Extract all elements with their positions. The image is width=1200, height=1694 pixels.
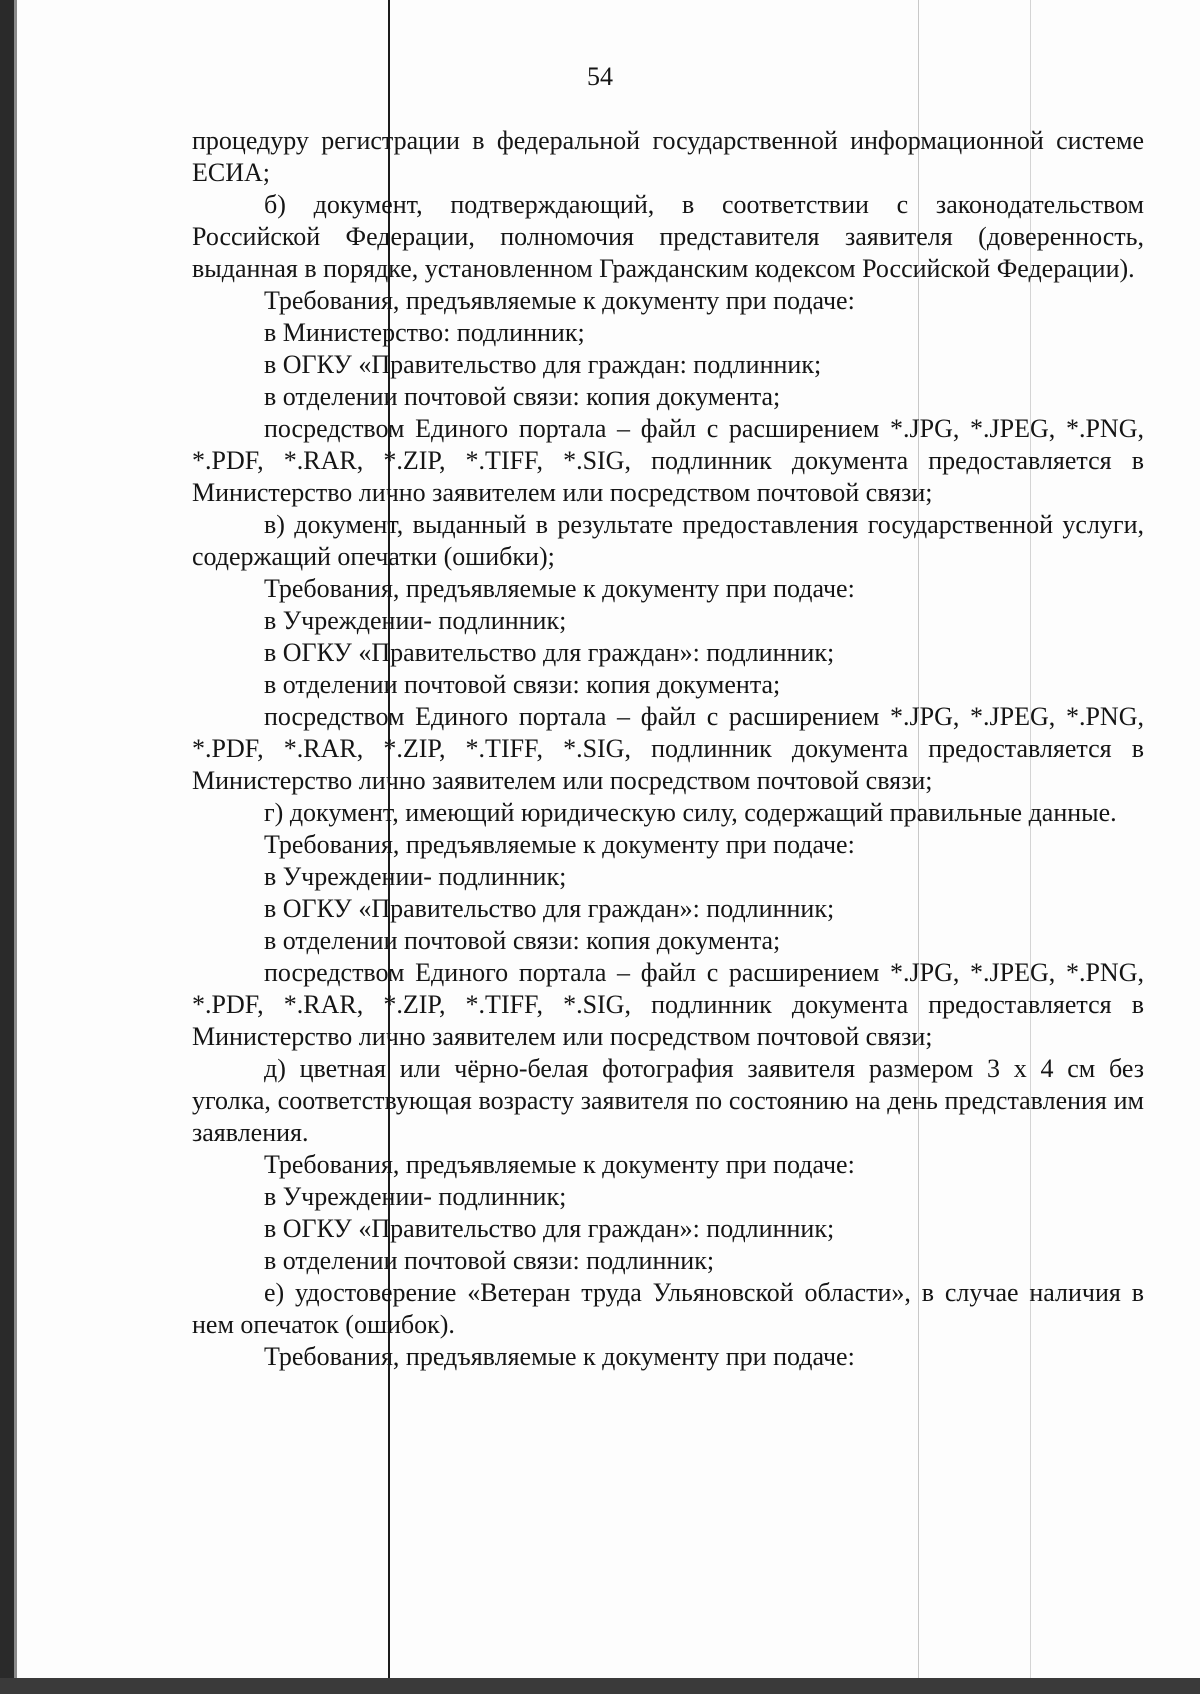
paragraph: в ОГКУ «Правительство для граждан»: подлинник;: [264, 1214, 835, 1243]
scan-left-edge: [0, 0, 14, 1694]
paragraph: в ОГКУ «Правительство для граждан»: подлинник;: [264, 638, 835, 667]
paragraph: в) документ, выданный в результате предоставления государственной услуги, содержащий опечатки (ошибки);: [192, 510, 1144, 571]
scan-bottom-edge: [0, 1678, 1200, 1694]
paragraph: б) документ, подтверждающий, в соответствии с законодательством Российской Федерации, полномочия представителя заявителя (доверенность, выданная в порядке, установленном Гражданским кодексом Российской Федерации).: [192, 190, 1144, 283]
scan-left-edge-shadow: [14, 0, 17, 1694]
paragraph: в отделении почтовой связи: копия документа;: [264, 926, 781, 955]
paragraph: в отделении почтовой связи: копия документа;: [264, 382, 781, 411]
paragraph: Требования, предъявляемые к документу при подаче:: [264, 574, 855, 603]
paragraph: посредством Единого портала – файл с расширением *.JPG, *.JPEG, *.PNG, *.PDF, *.RAR, *.ZIP, *.TIFF, *.SIG, подлинник документа предоставляется в Министерство лично заявителем или посредством почтовой связи;: [192, 702, 1144, 795]
paragraph: посредством Единого портала – файл с расширением *.JPG, *.JPEG, *.PNG, *.PDF, *.RAR, *.ZIP, *.TIFF, *.SIG, подлинник документа предоставляется в Министерство лично заявителем или посредством почтовой связи;: [192, 414, 1144, 507]
paragraph: в Министерство: подлинник;: [264, 318, 585, 347]
paragraph: посредством Единого портала – файл с расширением *.JPG, *.JPEG, *.PNG, *.PDF, *.RAR, *.ZIP, *.TIFF, *.SIG, подлинник документа предоставляется в Министерство лично заявителем или посредством почтовой связи;: [192, 958, 1144, 1051]
paragraph: в Учреждении- подлинник;: [264, 606, 567, 635]
paragraph: д) цветная или чёрно-белая фотография заявителя размером 3 х 4 см без уголка, соответствующая возрасту заявителя по состоянию на день представления им заявления.: [192, 1054, 1144, 1147]
paragraph: в Учреждении- подлинник;: [264, 1182, 567, 1211]
paragraph: е) удостоверение «Ветеран труда Ульяновской области», в случае наличия в нем опечаток (ошибок).: [192, 1278, 1144, 1339]
paragraph: г) документ, имеющий юридическую силу, содержащий правильные данные.: [264, 798, 1117, 827]
paragraph: Требования, предъявляемые к документу при подаче:: [264, 1150, 855, 1179]
document-body: [192, 125, 1144, 1373]
page-number: 54: [587, 62, 613, 91]
paragraph: процедуру регистрации в федеральной государственной информационной системе ЕСИА;: [192, 126, 1144, 187]
paragraph: в ОГКУ «Правительство для граждан: подлинник;: [264, 350, 822, 379]
paragraph: в отделении почтовой связи: копия документа;: [264, 670, 781, 699]
paragraph: Требования, предъявляемые к документу при подаче:: [264, 1342, 855, 1371]
paragraph: Требования, предъявляемые к документу при подаче:: [264, 830, 855, 859]
paragraph: в отделении почтовой связи: подлинник;: [264, 1246, 715, 1275]
paragraph: в Учреждении- подлинник;: [264, 862, 567, 891]
paragraph: Требования, предъявляемые к документу при подаче:: [264, 286, 855, 315]
paragraph: в ОГКУ «Правительство для граждан»: подлинник;: [264, 894, 835, 923]
